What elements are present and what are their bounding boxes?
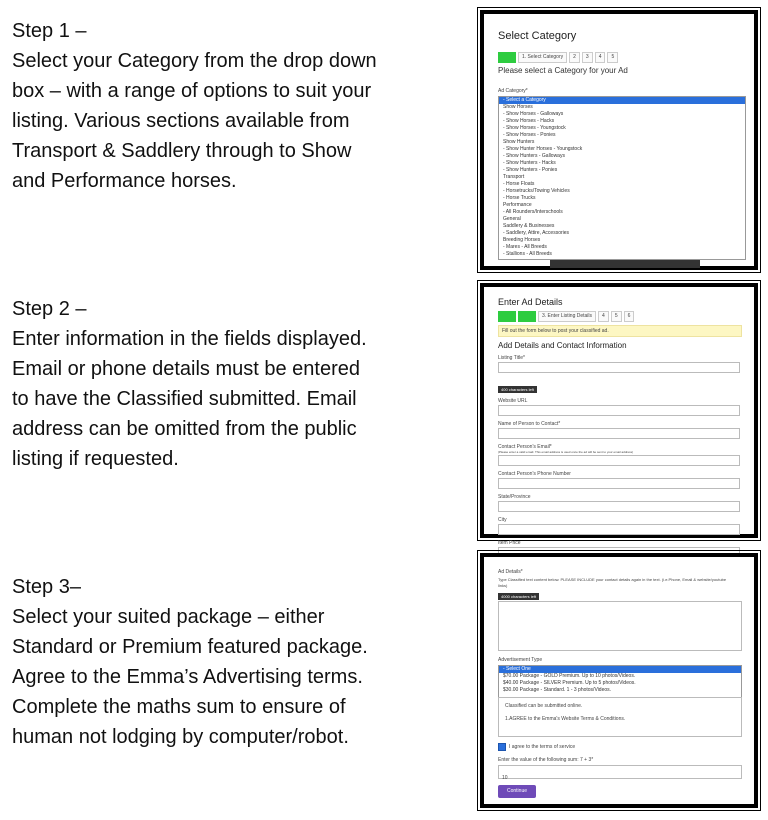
dropdown-option[interactable]: - Select One (499, 666, 741, 673)
step-2-line: Email or phone details must be entered (12, 358, 360, 380)
dropdown-option[interactable]: - Horsetrucks/Towing Vehicles (503, 188, 570, 194)
ad-details-note: Type Classified text content below. PLEASE INCLUDE your contact details again in the text. (i.e.Phone, Email & website/youtube links) (498, 577, 727, 588)
step-1-heading: Step 1 – (12, 20, 87, 42)
step-item: 5 (607, 52, 618, 63)
step-2-line: to have the Classified submitted. Email (12, 388, 357, 410)
terms-checkbox-row[interactable] (498, 743, 575, 751)
dropdown-option[interactable]: Transport (503, 174, 525, 180)
section-heading: Add Details and Contact Information (498, 341, 627, 350)
advertisement-type-label: Advertisement Type (498, 657, 543, 663)
step-item: 6 (624, 311, 635, 322)
step-2-line: address can be omitted from the public (12, 418, 357, 440)
dropdown-option[interactable]: - Mares - All Breeds (503, 244, 547, 250)
dropdown-option[interactable]: - Show Hunters - Galloways (503, 153, 565, 159)
step-progress-bar (498, 311, 634, 322)
terms-note: Classified can be submitted online. (505, 703, 583, 709)
terms-line: 1.AGREE to the Emma's Website Terms & Conditions. (505, 716, 626, 722)
dropdown-option[interactable]: Performance (503, 202, 532, 208)
advertisement-type-dropdown[interactable] (498, 665, 742, 699)
terms-checkbox-label: I agree to the terms of service (509, 744, 576, 750)
step-item: 2 (569, 52, 580, 63)
ad-details-form (498, 355, 740, 563)
active-step (518, 311, 536, 322)
sum-label: Enter the value of the following sum: 7 + 3* (498, 757, 594, 763)
terms-checkbox[interactable] (498, 743, 506, 751)
dropdown-option[interactable]: - Saddlery, Attire, Accessories (503, 230, 570, 236)
screenshot-enter-ad-details (480, 283, 758, 546)
step-1-line: box – with a range of options to suit your (12, 80, 372, 102)
active-step (498, 52, 516, 63)
step-3-line: Complete the maths sum to ensure of (12, 696, 346, 718)
field-label: Item Price (498, 540, 521, 546)
active-step (498, 311, 516, 322)
state-input[interactable] (498, 501, 740, 512)
character-count-badge: 400 characters left (498, 386, 537, 393)
dropdown-option[interactable]: Show Hunters (503, 139, 535, 145)
step-3-line: Agree to the Emma’s Advertising terms. (12, 666, 363, 688)
step-1-line: listing. Various sections available from (12, 110, 350, 132)
field-label: City (498, 517, 507, 523)
contact-email-input[interactable] (498, 455, 740, 466)
screenshot-package-selection (480, 553, 758, 808)
step-2-line: listing if requested. (12, 448, 179, 470)
screenshot-title: Enter Ad Details (498, 297, 563, 307)
dropdown-option[interactable]: General (503, 216, 521, 222)
dropdown-option[interactable]: - Show Horses - Youngstock (503, 125, 566, 131)
dropdown-option[interactable]: - Show Hunters - Ponies (503, 167, 558, 173)
dropdown-option[interactable]: - Horse Trucks (503, 195, 536, 201)
continue-button[interactable]: Continue (498, 785, 536, 798)
dropdown-option[interactable]: - Select a Category (499, 97, 745, 104)
step-3-heading: Step 3– (12, 576, 81, 598)
contact-name-input[interactable] (498, 428, 740, 439)
field-label: Contact Person's Phone Number (498, 471, 571, 477)
notice-text: Fill out the form below to post your classified ad. (502, 328, 609, 334)
dropdown-option[interactable]: Breeding Horses (503, 237, 541, 243)
dropdown-option[interactable]: - Stallions - All Breeds (503, 251, 552, 257)
step-item: 5 (611, 311, 622, 322)
screenshot-select-category (480, 10, 758, 270)
dropdown-option[interactable]: - Show Horses - Ponies (503, 132, 556, 138)
character-count-badge: 4000 characters left (498, 593, 539, 600)
sum-input[interactable] (498, 765, 742, 779)
step-item: 4 (595, 52, 606, 63)
category-field-label: Ad Category* (498, 88, 528, 94)
screenshot-title: Select Category (498, 30, 577, 42)
blurred-footer-bar (550, 260, 700, 268)
step-1-line: Select your Category from the drop down (12, 50, 377, 72)
dropdown-option[interactable]: - Horse Floats (503, 181, 535, 187)
step-2-text (12, 294, 442, 474)
listing-title-input[interactable] (498, 362, 740, 373)
step-3-text (12, 572, 442, 752)
step-2-heading: Step 2 – (12, 298, 87, 320)
field-label: Name of Person to Contact* (498, 421, 561, 427)
dropdown-option[interactable]: Saddlery & Businesses (503, 223, 555, 229)
sum-value: 10 (502, 775, 508, 781)
terms-box (498, 697, 742, 737)
field-label: State/Province (498, 494, 531, 500)
step-item: 1. Select Category (518, 52, 567, 63)
dropdown-option[interactable]: Show Horses (503, 104, 533, 110)
step-item: 3. Enter Listing Details (538, 311, 596, 322)
field-label: Contact Person's Email* (498, 444, 552, 450)
step-item: 3 (582, 52, 593, 63)
contact-phone-input[interactable] (498, 478, 740, 489)
step-1-line: and Performance horses. (12, 170, 237, 192)
step-3-line: Select your suited package – either (12, 606, 325, 628)
dropdown-option[interactable]: - Show Hunter Horses - Youngstock (503, 146, 583, 152)
email-note: (Please enter a valid email. This email address is used once the ad will be sent to your email address) (498, 450, 634, 454)
dropdown-option[interactable]: - Show Hunters - Hacks (503, 160, 556, 166)
field-label: Listing Title* (498, 355, 525, 361)
step-3-line: human not lodging by computer/robot. (12, 726, 349, 748)
step-3-line: Standard or Premium featured package. (12, 636, 368, 658)
dropdown-option[interactable]: $70.00 Package - GOLD Premium. Up to 10 photos/Videos. (503, 673, 636, 679)
dropdown-option[interactable]: - All Rounders/Interschools (503, 209, 563, 215)
dropdown-option[interactable]: $30.00 Package - Standard. 1 - 3 photos/Videos. (503, 687, 612, 693)
ad-details-label: Ad Details* (498, 569, 523, 575)
city-input[interactable] (498, 524, 740, 535)
notice-box (498, 325, 742, 337)
dropdown-option[interactable]: $40.00 Package - SILVER Premium. Up to 5 photos/Videos. (503, 680, 636, 686)
category-prompt: Please select a Category for your Ad (498, 66, 628, 75)
step-item: 4 (598, 311, 609, 322)
website-url-input[interactable] (498, 405, 740, 416)
category-dropdown[interactable] (498, 96, 746, 260)
step-1-text (12, 16, 442, 196)
field-label: Website URL (498, 398, 528, 404)
ad-details-textarea[interactable] (498, 601, 742, 651)
step-progress-bar (498, 52, 618, 63)
step-1-line: Transport & Saddlery through to Show (12, 140, 352, 162)
dropdown-option[interactable]: - Show Horses - Galloways (503, 111, 564, 117)
dropdown-option[interactable]: - Show Horses - Hacks (503, 118, 555, 124)
step-2-line: Enter information in the fields displayed. (12, 328, 367, 350)
